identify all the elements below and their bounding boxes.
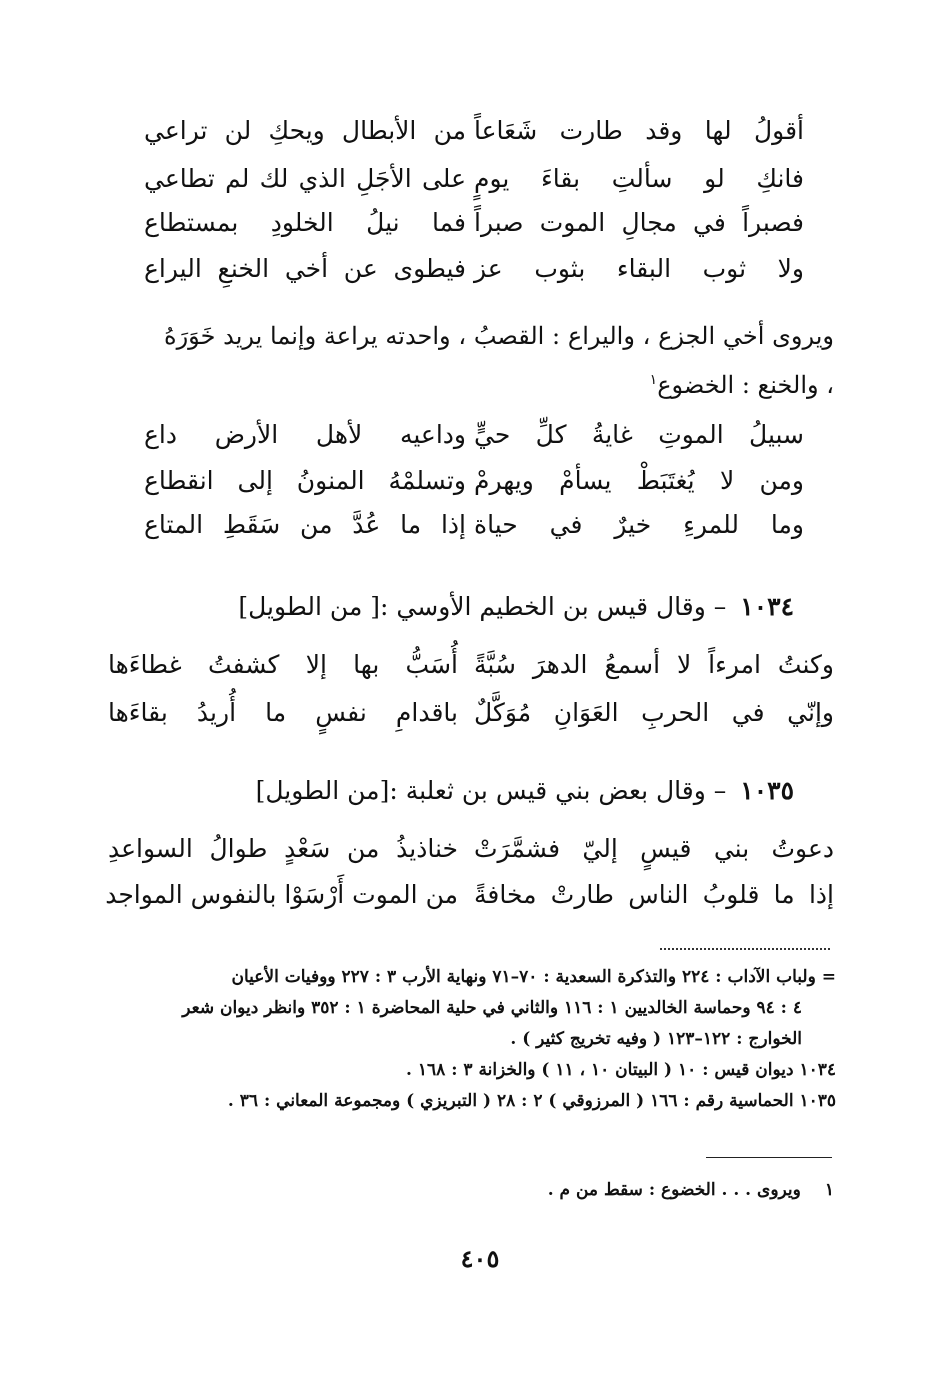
dotted-separator [660, 948, 830, 950]
footnote-rule [706, 1157, 832, 1158]
verse-second-hemistich: وداعيه لأهل الأرض داع [144, 420, 466, 449]
note-line: = ولباب الآداب : ٢٢٤ والتذكرة السعدية : ٧٠–٧١ ونهاية الأرب ٣ : ٢٢٧ ووفيات الأعيان [231, 967, 836, 987]
verse-second-hemistich: فيطوى عن أخي الخنعِ اليراع [144, 254, 466, 283]
section-heading-1034 [174, 592, 794, 621]
footnote-reference[interactable]: ١ [649, 372, 658, 388]
verse-second-hemistich: إذا ما عُدَّ من سَقَطِ المتاع [144, 510, 466, 539]
verse-second-hemistich: فما نيلُ الخلودِ بمستطاع [144, 208, 466, 237]
note-line: ١٠٣٥ الحماسية رقم : ١٦٦ ( المرزوقي ) ٢ : ٢٨ ( التبريزي ) ومجموعة المعاني : ٣٦ . [227, 1091, 836, 1111]
verse-first-hemistich: وما للمرءِ خيرٌ في حياة [474, 510, 804, 539]
page-number: ٤٠٥ [460, 1244, 500, 1273]
section-number: ١٠٣٤ [740, 592, 794, 621]
verse-first-hemistich: أقولُ لها وقد طارت شَعَاعاً [474, 116, 804, 145]
verse-first-hemistich: دعوتُ بني قيسٍ إليّ فشمَّرَتْ [474, 834, 834, 863]
verse-second-hemistich: خناذيذُ من سَعْدٍ طوالُ السواعدِ [108, 834, 458, 863]
source-notes [156, 962, 836, 1117]
prose-text: ويروى أخي الجزع ، واليراع : القصبُ ، واحدته يراعة وإنما يريد خَوَرَهُ ، والخنع : الخضوع [164, 322, 834, 399]
prose-paragraph [164, 314, 834, 407]
section-title: – وقال قيس بن الخطيم الأوسي :[ من الطويل] [238, 592, 727, 621]
footnote-number: ١ [824, 1180, 834, 1200]
verse-first-hemistich: فانكِ لو سألتِ بقاءَ يومٍ [474, 164, 804, 193]
verse-second-hemistich: من الموت أَرْسَوْا بالنفوس المواجد [105, 880, 458, 909]
note-line: الخوارج : ١٢٢–١٢٣ ( وفيه تخريج كثير ) . [510, 1029, 802, 1049]
verse-first-hemistich: وإنّي في الحربِ العَوَانِ مُوَكَّلٌ [474, 698, 834, 727]
verse-second-hemistich: وتسلمْهُ المنونُ إلى انقطاع [144, 466, 466, 495]
verse-second-hemistich: على الأجَلِ الذي لك لم تطاعي [144, 164, 466, 193]
section-number: ١٠٣٥ [740, 776, 794, 805]
note-line: ٤ : ٩٤ وحماسة الخالديين ١ : ١١٦ والثاني في حلية المحاضرة ١ : ٣٥٢ وانظر ديوان شعر [182, 998, 802, 1018]
footnote-text: ويروى . . . الخضوع : سقط من م . [547, 1180, 801, 1200]
verse-second-hemistich: أُسَبُّ بها إلا كشفتُ غطاءَها [108, 650, 458, 679]
verse-first-hemistich: ومن لا يُغتَبَطْ يسأمْ ويهرمْ [474, 466, 804, 495]
verse-first-hemistich: وكنتُ امرءاً لا أسمعُ الدهرَ سُبَّةً [474, 650, 834, 679]
verse-first-hemistich: ولا ثوب البقاء بثوب عز [474, 254, 804, 283]
verse-second-hemistich: باقدامِ نفسٍ ما أُريدُ بقاءَها [108, 698, 458, 727]
section-title: – وقال بعض بني قيس بن ثعلبة :[من الطويل] [255, 776, 727, 805]
verse-second-hemistich: من الأبطال ويحكِ لن تراعي [144, 116, 466, 145]
section-heading-1035 [174, 776, 794, 805]
note-line: ١٠٣٤ ديوان قيس : ١٠ ( البيتان ١٠ ، ١١ ) والخزانة ٣ : ١٦٨ . [406, 1060, 836, 1080]
verse-first-hemistich: سبيلُ الموتِ غايةُ كلِّ حيٍّ [474, 420, 804, 449]
footnote [548, 1180, 834, 1200]
verse-first-hemistich: إذا ما قلوبُ الناس طارتْ مخافةً [474, 880, 834, 909]
verse-first-hemistich: فصبراً في مجالِ الموت صبراً [474, 208, 804, 237]
